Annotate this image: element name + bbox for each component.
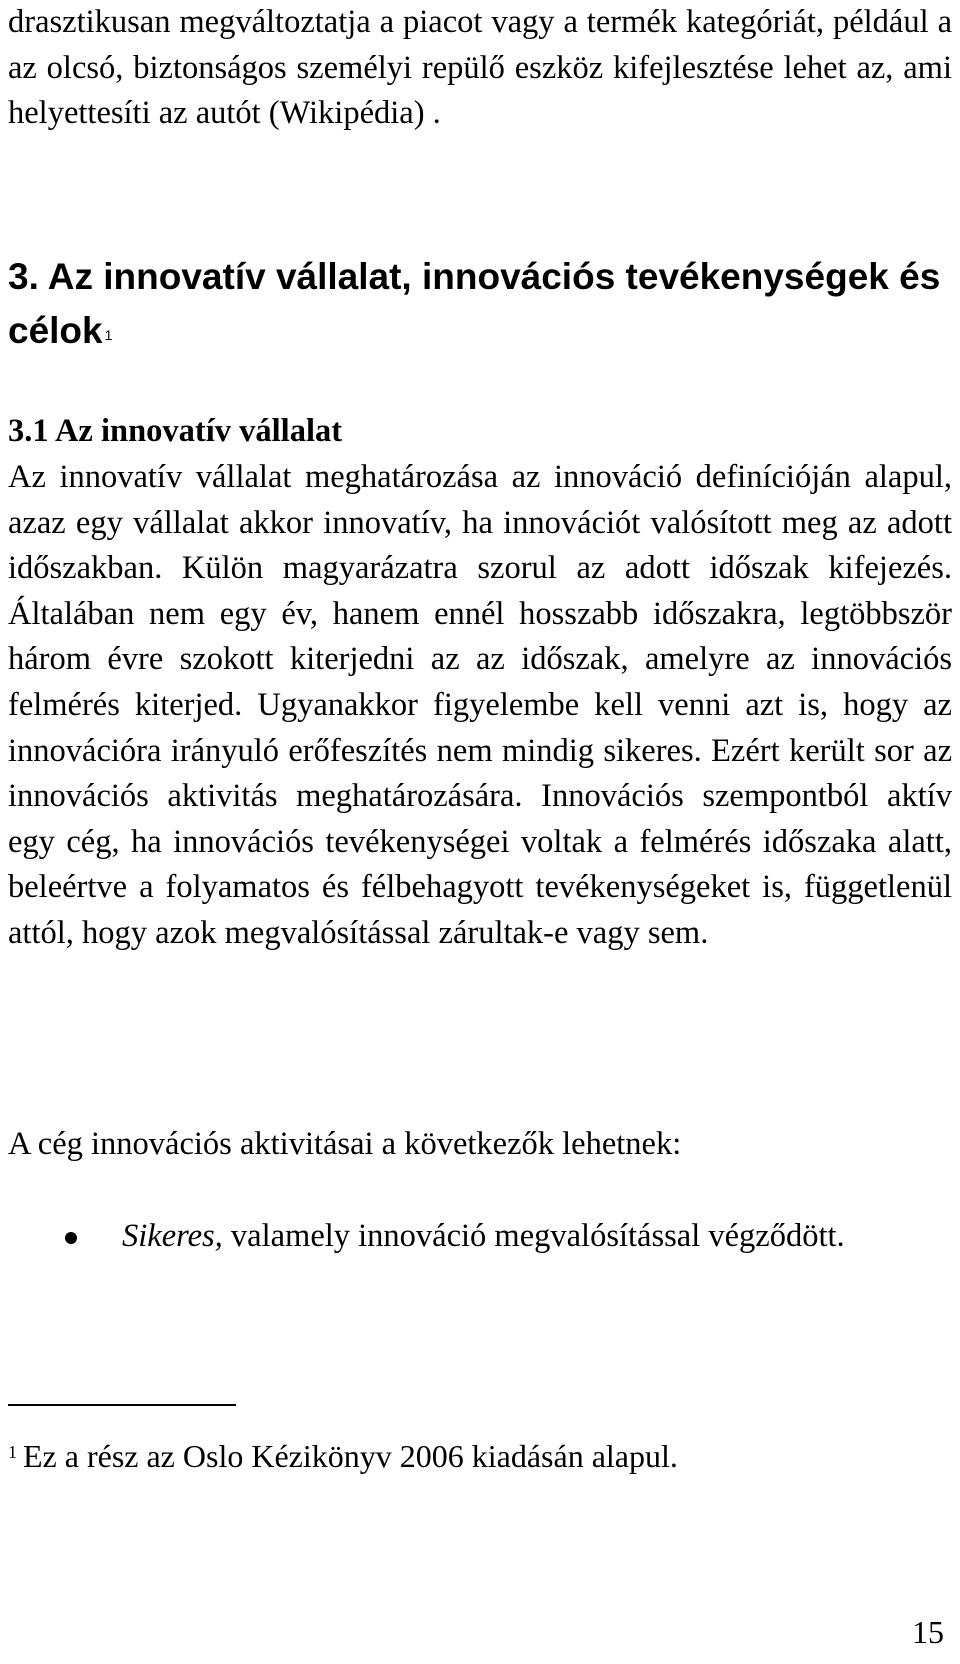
body-paragraph: Az innovatív vállalat meghatározása az innováció definícióján alapul, azaz egy vállalat akkor innovatív, ha innovációt valósított meg az adott időszakban. Külön magyarázatra szorul az adott időszak kifejezés. Általában nem egy év, hanem ennél hosszabb időszakra, legtöbbször három évre szokott kiterjedni az az időszak, amelyre az innovációs felmérés kiterjed. Ugyanakkor figyelembe kell venni azt is, hogy az innovációra irányuló erőfeszítés nem mindig sikeres. Ezért került sor az innovációs aktivitás meghatározására. Innovációs szempontból aktív egy cég, ha innovációs tevékenységei voltak a felmérés időszaka alatt, beleértve a folyamatos és félbehagyott tevékenységeket is, függetlenül attól, hogy azok megvalósítással zárultak-e vagy sem. <box>8 459 952 951</box>
section-heading <box>8 250 952 358</box>
page-number: 15 <box>912 1614 944 1650</box>
list-item-emphasis: Sikeres, <box>122 1218 223 1254</box>
footnote-separator <box>8 1404 236 1406</box>
bullet-icon <box>65 1232 77 1244</box>
footnote-marker: 1 <box>8 1442 17 1462</box>
footnote-reference[interactable]: 1 <box>104 327 113 343</box>
list-item-body: valamely innováció megvalósítással végződött. <box>222 1218 845 1254</box>
intro-paragraph: drasztikusan megváltoztatja a piacot vagy a termék kategóriát, például a az olcsó, biztonságos személyi repülő eszköz kifejlesztése lehet az, ami helyettesíti az autót (Wikipédia) . <box>8 4 952 132</box>
footnote <box>8 1436 678 1476</box>
list-item-text <box>122 1214 952 1260</box>
list-intro: A cég innovációs aktivitásai a következők lehetnek: <box>8 1126 682 1162</box>
subsection-heading: 3.1 Az innovatív vállalat <box>8 413 343 449</box>
footnote-text: Ez a rész az Oslo Kézikönyv 2006 kiadásán alapul. <box>23 1438 678 1474</box>
document-page <box>8 0 952 1664</box>
section-heading-text: 3. Az innovatív vállalat, innovációs tevékenységek és célok <box>8 256 941 351</box>
